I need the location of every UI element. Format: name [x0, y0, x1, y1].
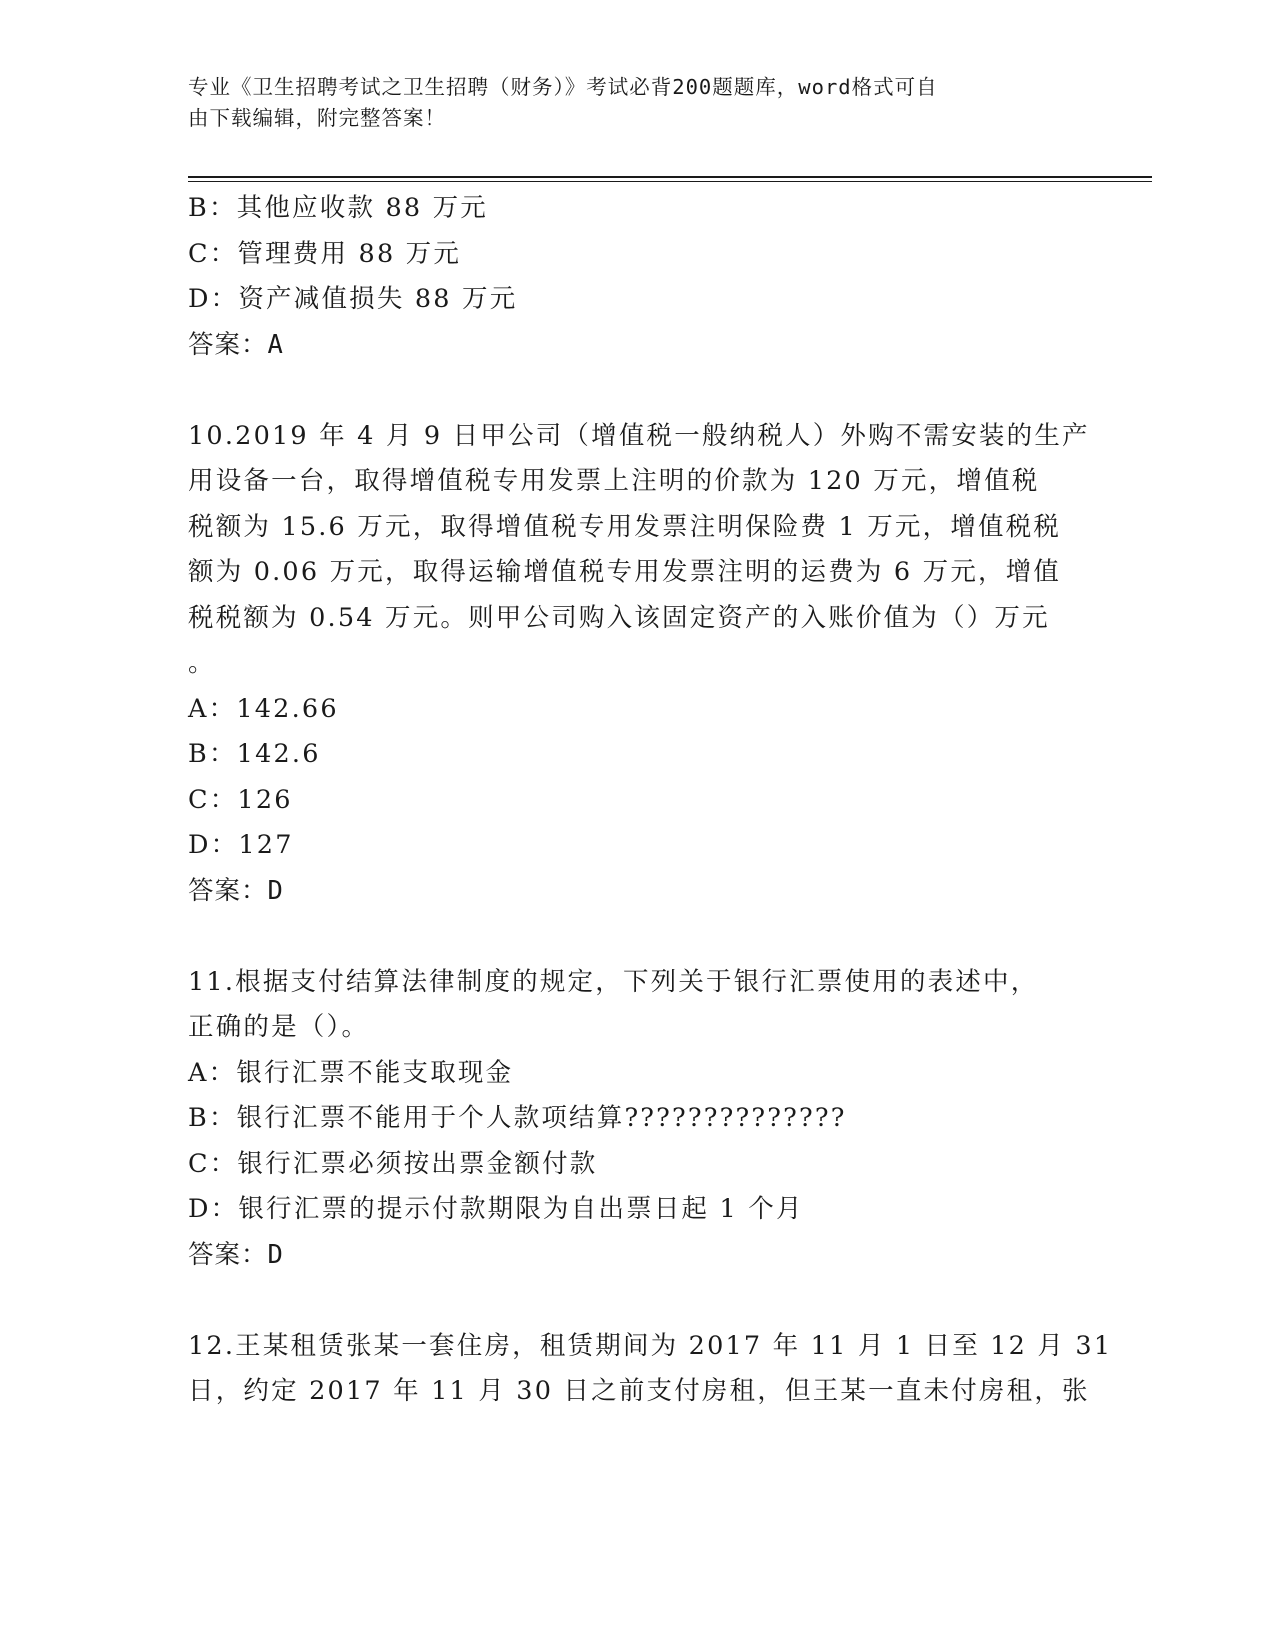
q11-option-b: B：银行汇票不能用于个人款项结算?????????????? [188, 1103, 847, 1133]
q9-option-b: B：其他应收款 88 万元 [188, 193, 488, 223]
q10-option-b: B：142.6 [188, 739, 321, 769]
question-12 [188, 1324, 1113, 1415]
q10-stem-line: 税额为 15.6 万元，取得增值税专用发票注明保险费 1 万元，增值税税 [188, 511, 1062, 542]
q9-option-c: C：管理费用 88 万元 [188, 238, 462, 269]
q12-stem-line: 日，约定 2017 年 11 月 30 日之前支付房租，但王某一直未付房租，张 [188, 1376, 1090, 1406]
q9-answer: 答案：A [188, 329, 284, 360]
q10-stem-line: 用设备一台，取得增值税专用发票上注明的价款为 120 万元，增值税 [188, 466, 1040, 496]
q9-option-d: D：资产减值损失 88 万元 [188, 284, 518, 314]
q10-option-a: A：142.66 [188, 693, 339, 724]
question-content [188, 186, 1113, 1415]
q11-stem-line: 正确的是（）。 [188, 1012, 370, 1042]
q10-stem-line: 税税额为 0.54 万元。则甲公司购入该固定资产的入账价值为（）万元 [188, 602, 1050, 633]
question-9 [188, 186, 1088, 368]
q11-option-a: A：银行汇票不能支取现金 [188, 1057, 514, 1088]
q11-option-c: C：银行汇票必须按出票金额付款 [188, 1148, 598, 1179]
header-divider-thin [188, 181, 1152, 182]
q10-option-d: D：127 [188, 830, 294, 860]
header-line-2: 由下载编辑，附完整答案！ [188, 106, 446, 130]
q10-option-c: C：126 [188, 784, 293, 815]
q10-answer: 答案：D [188, 875, 284, 906]
spacer [188, 368, 1088, 414]
q10-stem-line: 。 [188, 648, 216, 678]
q11-stem-line: 11.根据支付结算法律制度的规定，下列关于银行汇票使用的表述中， [188, 966, 1039, 997]
q10-stem-line: 额为 0.06 万元，取得运输增值税专用发票注明的运费为 6 万元，增值 [188, 557, 1062, 587]
question-10 [188, 414, 1088, 915]
header-divider-thick [188, 176, 1152, 178]
document-header [188, 72, 1068, 134]
q11-option-d: D：银行汇票的提示付款期限为自出票日起 1 个月 [188, 1194, 804, 1224]
q10-stem-line: 10.2019 年 4 月 9 日甲公司（增值税一般纳税人）外购不需安装的生产 [188, 420, 1090, 451]
spacer [188, 914, 1088, 960]
question-11 [188, 960, 1088, 1279]
q11-answer: 答案：D [188, 1239, 284, 1270]
q12-stem-line: 12.王某租赁张某一套住房，租赁期间为 2017 年 11 月 1 日至 12 月 31 [188, 1330, 1113, 1361]
header-line-1: 专业《卫生招聘考试之卫生招聘（财务）》考试必背200题题库，word格式可自 [188, 75, 938, 99]
spacer [188, 1278, 1088, 1324]
